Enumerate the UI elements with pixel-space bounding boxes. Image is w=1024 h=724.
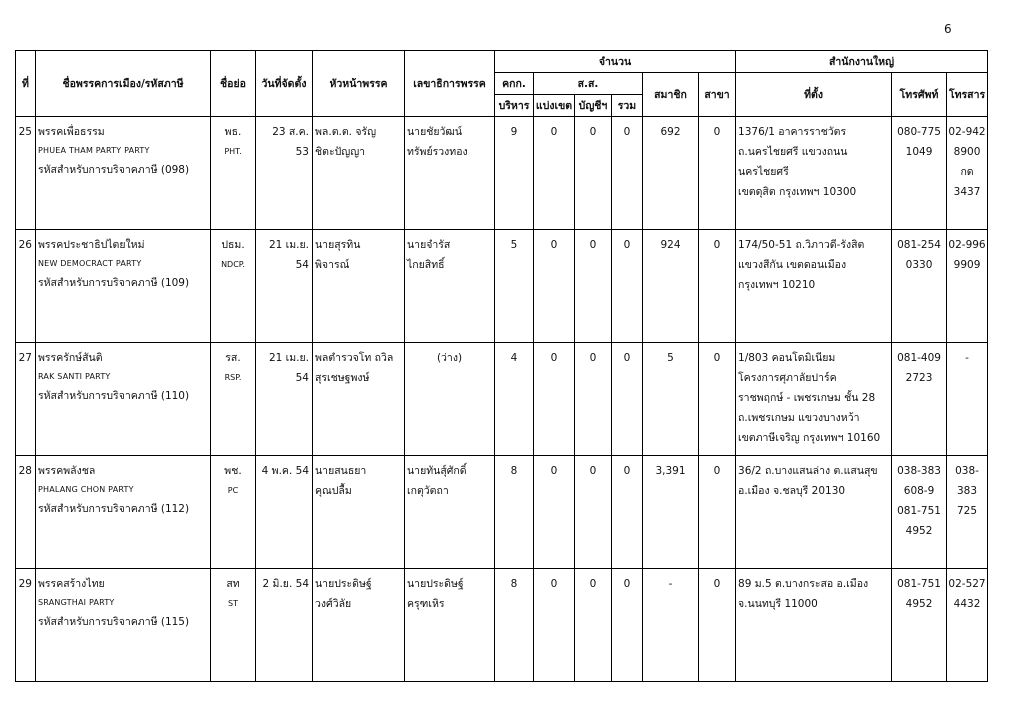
members-count: 924 (643, 230, 699, 343)
fax-line: 038-383 (955, 465, 979, 497)
mp-total-count: 0 (612, 456, 643, 569)
fax-line: 02-527 (948, 578, 986, 590)
fax-line: 725 (957, 505, 978, 517)
members-count: 692 (643, 117, 699, 230)
members-count: 5 (643, 343, 699, 456)
phone-line: 0330 (905, 259, 933, 271)
header-founded: วันที่จัดตั้ง (256, 51, 313, 117)
phone-line: 2723 (905, 372, 933, 384)
address-line: 174/50-51 ถ.วิภาวดี-รังสิต (738, 239, 865, 251)
address-line: แขวงสีกัน เขตดอนเมือง (738, 259, 847, 271)
mp-list-count: 0 (575, 230, 612, 343)
header-party-name: ชื่อพรรคการเมือง/รหัสภาษี (36, 51, 211, 117)
address-line: อ.เมือง จ.ชลบุรี 20130 (738, 485, 846, 497)
phone-line: 081-751 (897, 578, 941, 590)
header-fax: โทรสาร (947, 73, 988, 117)
abbr-th: พธ. (224, 126, 242, 138)
fax-line: 8900 (953, 146, 981, 158)
header-phone: โทรศัพท์ (892, 73, 947, 117)
mp-list-count: 0 (575, 117, 612, 230)
mp-total-count: 0 (612, 230, 643, 343)
mp-list-count: 0 (575, 569, 612, 682)
branches-count: 0 (699, 230, 736, 343)
secretary-line: ทรัพย์รวงทอง (407, 146, 468, 158)
secretary-line: ครุฑเหิร (407, 598, 445, 610)
header-mp-total: รวม (612, 95, 643, 117)
abbr-th: สท (226, 578, 240, 590)
header-branches: สาขา (699, 73, 736, 117)
address-line: เขตดุสิต กรุงเทพฯ 10300 (738, 186, 857, 198)
abbr-en: PHT. (224, 147, 242, 156)
committee-count: 9 (495, 117, 534, 230)
phone-line: 4952 (905, 525, 933, 537)
address-line: 1/803 คอนโดมิเนียม (738, 352, 836, 364)
mp-total-count: 0 (612, 569, 643, 682)
tax-code: รหัสสำหรับการบริจาคภาษี (115) (38, 616, 190, 628)
tax-code: รหัสสำหรับการบริจาคภาษี (112) (38, 503, 190, 515)
leader-line: นายประดิษฐ์ (315, 578, 372, 590)
tax-code: รหัสสำหรับการบริจาคภาษี (109) (38, 277, 190, 289)
secretary-line: นายชัยวัฒน์ (407, 126, 463, 138)
address-line: จ.นนทบุรี 11000 (738, 598, 818, 610)
table-row (16, 456, 988, 569)
fax-line: 4432 (953, 598, 981, 610)
mp-list-count: 0 (575, 343, 612, 456)
abbr-th: พช. (224, 465, 242, 477)
header-mp-list: บัญชีฯ (575, 95, 612, 117)
address-line: 1376/1 อาคารราชวัตร (738, 126, 847, 138)
address-line: ถ.นครไชยศรี แขวงถนนนครไชยศรี (738, 146, 848, 178)
phone-line: 4952 (905, 598, 933, 610)
row-no: 26 (16, 230, 36, 343)
leader-line: นายสุรทิน (315, 239, 361, 251)
branches-count: 0 (699, 456, 736, 569)
party-name-th: พรรคเพื่อธรรม (38, 126, 105, 138)
party-name-en: NEW DEMOCRACT PARTY (38, 259, 142, 268)
row-no: 29 (16, 569, 36, 682)
abbr-en: RSP. (224, 373, 242, 382)
header-mp-district: แบ่งเขต (534, 95, 575, 117)
mp-total-count: 0 (612, 343, 643, 456)
secretary-line: เกตุวัตถา (407, 485, 449, 497)
founded-date: 23 ส.ค. 53 (256, 117, 313, 230)
header-committee-top: คกก. (495, 73, 534, 95)
abbr-en: NDCP. (221, 260, 245, 269)
party-name-th: พรรคประชาธิปไตยใหม่ (38, 239, 145, 251)
address-line: กรุงเทพฯ 10210 (738, 279, 816, 291)
committee-count: 4 (495, 343, 534, 456)
mp-district-count: 0 (534, 230, 575, 343)
header-secretary: เลขาธิการพรรค (405, 51, 495, 117)
fax-line: 02-996 (948, 239, 986, 251)
founded-date: 4 พ.ค. 54 (256, 456, 313, 569)
fax-line: กด 3437 (953, 166, 981, 198)
phone-line: 081-254 (897, 239, 941, 251)
secretary-line: นายประดิษฐ์ (407, 578, 464, 590)
party-name-th: พรรคสร้างไทย (38, 578, 105, 590)
header-abbr: ชื่อย่อ (211, 51, 256, 117)
committee-count: 8 (495, 569, 534, 682)
row-no: 25 (16, 117, 36, 230)
party-name-en: PHUEA THAM PARTY PARTY (38, 146, 150, 155)
abbr-en: PC (227, 486, 239, 495)
leader-line: ชิตะปัญญา (315, 146, 366, 158)
founded-date: 2 มิ.ย. 54 (256, 569, 313, 682)
members-count: - (643, 569, 699, 682)
address-line: โครงการศุภาลัยปาร์ค (738, 372, 837, 384)
committee-count: 8 (495, 456, 534, 569)
party-name-en: SRANGTHAI PARTY (38, 598, 115, 607)
leader-line: นายสนธยา (315, 465, 367, 477)
phone-line: 608-9 (903, 485, 935, 497)
branches-count: 0 (699, 343, 736, 456)
header-members: สมาชิก (643, 73, 699, 117)
row-no: 27 (16, 343, 36, 456)
address-line: ถ.เพชรเกษม แขวงบางหว้า (738, 412, 860, 424)
fax-line: 02-942 (948, 126, 986, 138)
party-name-en: RAK SANTI PARTY (38, 372, 111, 381)
abbr-th: รส. (225, 352, 241, 364)
branches-count: 0 (699, 117, 736, 230)
address-line: ราชพฤกษ์ - เพชรเกษม ชั้น 28 (738, 392, 876, 404)
header-leader: หัวหน้าพรรค (313, 51, 405, 117)
abbr-th: ปธม. (221, 239, 245, 251)
founded-date: 21 เม.ย. 54 (256, 343, 313, 456)
secretary-line: ไกยสิทธิ์ (407, 259, 445, 271)
secretary-line: นายจำรัส (407, 239, 451, 251)
fax-line: 9909 (953, 259, 981, 271)
party-name-th: พรรคพลังชล (38, 465, 96, 477)
leader-line: คุณปลื้ม (315, 485, 352, 497)
mp-district-count: 0 (534, 456, 575, 569)
leader-line: วงศ์วิลัย (315, 598, 352, 610)
table-row (16, 343, 988, 456)
header-address: ที่ตั้ง (736, 73, 892, 117)
members-count: 3,391 (643, 456, 699, 569)
mp-district-count: 0 (534, 343, 575, 456)
table-row (16, 230, 988, 343)
table-row (16, 569, 988, 682)
secretary-line: (ว่าง) (436, 352, 463, 364)
founded-date: 21 เม.ย. 54 (256, 230, 313, 343)
party-name-en: PHALANG CHON PARTY (38, 485, 134, 494)
mp-district-count: 0 (534, 569, 575, 682)
mp-total-count: 0 (612, 117, 643, 230)
leader-line: พล.ต.ต. จรัญ (315, 126, 377, 138)
phone-line: 080-775 (897, 126, 941, 138)
phone-line: 081-751 (897, 505, 941, 517)
header-office-group: สำนักงานใหญ่ (736, 51, 988, 73)
page-number: 6 (944, 22, 952, 36)
leader-line: พิจารณ์ (315, 259, 350, 271)
secretary-line: นายทันสุ์ศักดิ์ (407, 465, 467, 477)
tax-code: รหัสสำหรับการบริจาคภาษี (098) (38, 164, 190, 176)
header-count-group: จำนวน (495, 51, 736, 73)
phone-line: 1049 (905, 146, 933, 158)
table-row (16, 117, 988, 230)
header-mp-group: ส.ส. (534, 73, 643, 95)
address-line: 89 ม.5 ต.บางกระสอ อ.เมือง (738, 578, 869, 590)
phone-line: 038-383 (897, 465, 941, 477)
party-table (15, 50, 988, 682)
mp-district-count: 0 (534, 117, 575, 230)
branches-count: 0 (699, 569, 736, 682)
mp-list-count: 0 (575, 456, 612, 569)
leader-line: สุรเชษฐพงษ์ (315, 372, 370, 384)
tax-code: รหัสสำหรับการบริจาคภาษี (110) (38, 390, 190, 402)
fax-line: - (965, 352, 969, 364)
phone-line: 081-409 (897, 352, 941, 364)
address-line: เขตภาษีเจริญ กรุงเทพฯ 10160 (738, 432, 881, 444)
header-committee-bottom: บริหาร (495, 95, 534, 117)
party-name-th: พรรครักษ์สันติ (38, 352, 103, 364)
address-line: 36/2 ถ.บางแสนล่าง ต.แสนสุข (738, 465, 878, 477)
row-no: 28 (16, 456, 36, 569)
committee-count: 5 (495, 230, 534, 343)
header-no: ที่ (16, 51, 36, 117)
abbr-en: ST (228, 599, 238, 608)
leader-line: พลตำรวจโท ถวิล (315, 352, 394, 364)
